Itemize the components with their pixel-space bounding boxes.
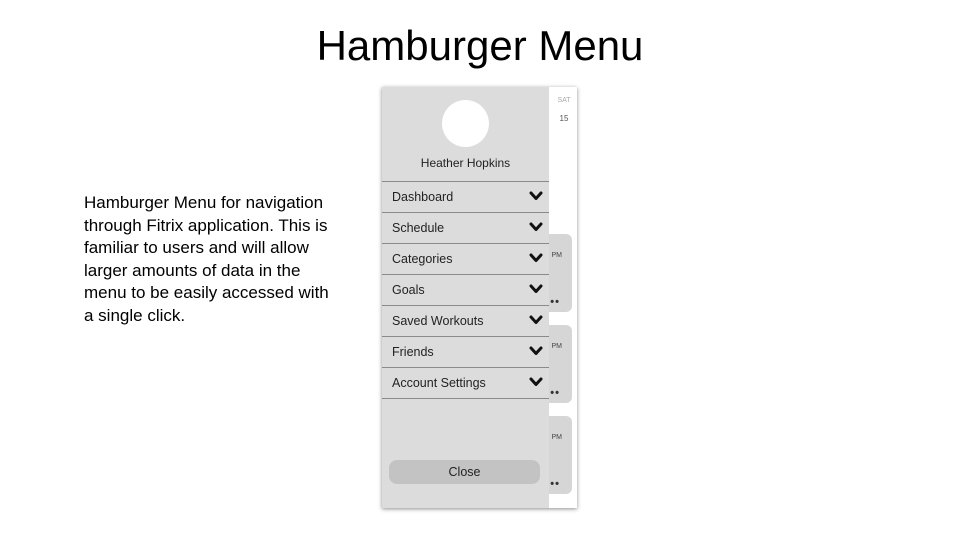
more-options-icon[interactable]: ••: [550, 478, 560, 490]
menu-item-label: Schedule: [392, 221, 445, 235]
calendar-day-number: 15: [559, 114, 569, 123]
menu-item-categories[interactable]: [382, 243, 549, 274]
more-options-icon[interactable]: ••: [550, 387, 560, 399]
calendar-day-label: SAT: [557, 97, 571, 104]
close-button[interactable]: Close: [389, 460, 540, 484]
chevron-down-icon[interactable]: [529, 314, 543, 326]
chevron-down-icon[interactable]: [529, 221, 543, 233]
workout-card-time: PM: [551, 343, 562, 350]
chevron-down-icon[interactable]: [529, 376, 543, 388]
slide-title: Hamburger Menu: [316, 22, 644, 69]
chevron-down-icon[interactable]: [529, 190, 543, 202]
more-options-icon[interactable]: ••: [550, 296, 560, 308]
hamburger-menu-drawer: [382, 87, 549, 508]
menu-item-label: Goals: [392, 283, 425, 297]
menu-item-label: Friends: [392, 345, 434, 359]
menu-item-label: Account Settings: [392, 376, 486, 390]
workout-card-time: PM: [551, 434, 562, 441]
slide-description: Hamburger Menu for navigation through Fitrix application. This is familiar to users and will allow larger amounts of data in the menu to be easily accessed with a single click.: [84, 193, 329, 325]
user-name: Heather Hopkins: [420, 156, 511, 170]
menu-item-account-settings[interactable]: [382, 367, 549, 399]
menu-item-label: Categories: [392, 252, 453, 266]
avatar[interactable]: [442, 100, 489, 147]
menu-item-friends[interactable]: [382, 336, 549, 367]
chevron-down-icon[interactable]: [529, 252, 543, 264]
menu-list: [382, 181, 549, 399]
menu-item-dashboard[interactable]: [382, 181, 549, 212]
chevron-down-icon[interactable]: [529, 345, 543, 357]
workout-card-time: PM: [551, 252, 562, 259]
menu-item-schedule[interactable]: [382, 212, 549, 243]
menu-item-goals[interactable]: [382, 274, 549, 305]
menu-item-label: Saved Workouts: [392, 314, 484, 328]
menu-item-label: Dashboard: [392, 190, 454, 204]
chevron-down-icon[interactable]: [529, 283, 543, 295]
menu-item-saved-workouts[interactable]: [382, 305, 549, 336]
